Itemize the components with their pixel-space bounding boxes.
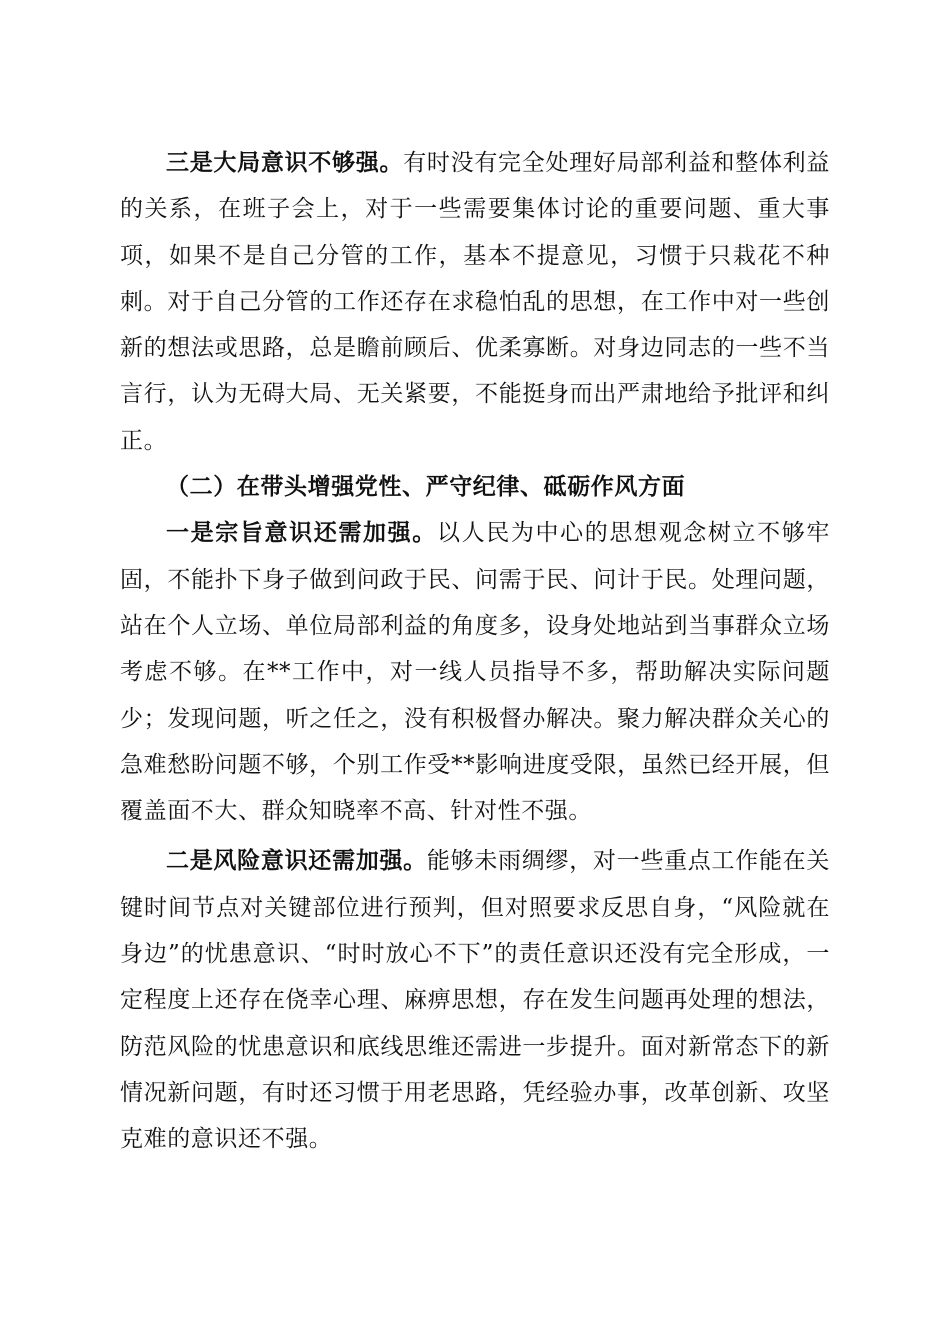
paragraph-risk-awareness xyxy=(120,838,830,1162)
paragraph-lead: 一是宗旨意识还需加强。 xyxy=(166,519,437,547)
paragraph-body: 有时没有完全处理好局部利益和整体利益的关系，在班子会上，对于一些需要集体讨论的重要问题、重大事项，如果不是自己分管的工作，基本不提意见，习惯于只栽花不种刺。对于自己分管的工作还存在求稳怕乱的思想，在工作中对一些创新的想法或思路，总是瞻前顾后、优柔寡断。对身边同志的一些不当言行，认为无碍大局、无关紧要，不能挺身而出严肃地给予批评和纠正。 xyxy=(120,150,830,454)
document-page xyxy=(120,140,830,1163)
paragraph-big-picture-awareness xyxy=(120,140,830,464)
paragraph-body: 以人民为中心的思想观念树立不够牢固，不能扑下身子做到问政于民、问需于民、问计于民。处理问题，站在个人立场、单位局部利益的角度多，设身处地站到当事群众立场考虑不够。在**工作中，对一线人员指导不多，帮助解决实际问题少；发现问题，听之任之，没有积极督办解决。聚力解决群众关心的急难愁盼问题不够，个别工作受**影响进度受限，虽然已经开展，但覆盖面不大、群众知晓率不高、针对性不强。 xyxy=(120,520,830,825)
paragraph-purpose-awareness xyxy=(120,510,830,834)
paragraph-lead: 二是风险意识还需加强。 xyxy=(166,847,427,875)
paragraph-body: 能够未雨绸缪，对一些重点工作能在关键时间节点对关键部位进行预判，但对照要求反思自身，“风险就在身边”的忧患意识、“时时放心不下”的责任意识还没有完全形成，一定程度上还存在侥幸心理、麻痹思想，存在发生问题再处理的想法，防范风险的忧患意识和底线思维还需进一步提升。面对新常态下的新情况新问题，有时还习惯于用老思路，凭经验办事，改革创新、攻坚克难的意识还不强。 xyxy=(120,848,830,1153)
paragraph-lead: 三是大局意识不够强。 xyxy=(166,149,404,176)
section-heading: （二）在带头增强党性、严守纪律、砥砺作风方面 xyxy=(166,473,686,501)
